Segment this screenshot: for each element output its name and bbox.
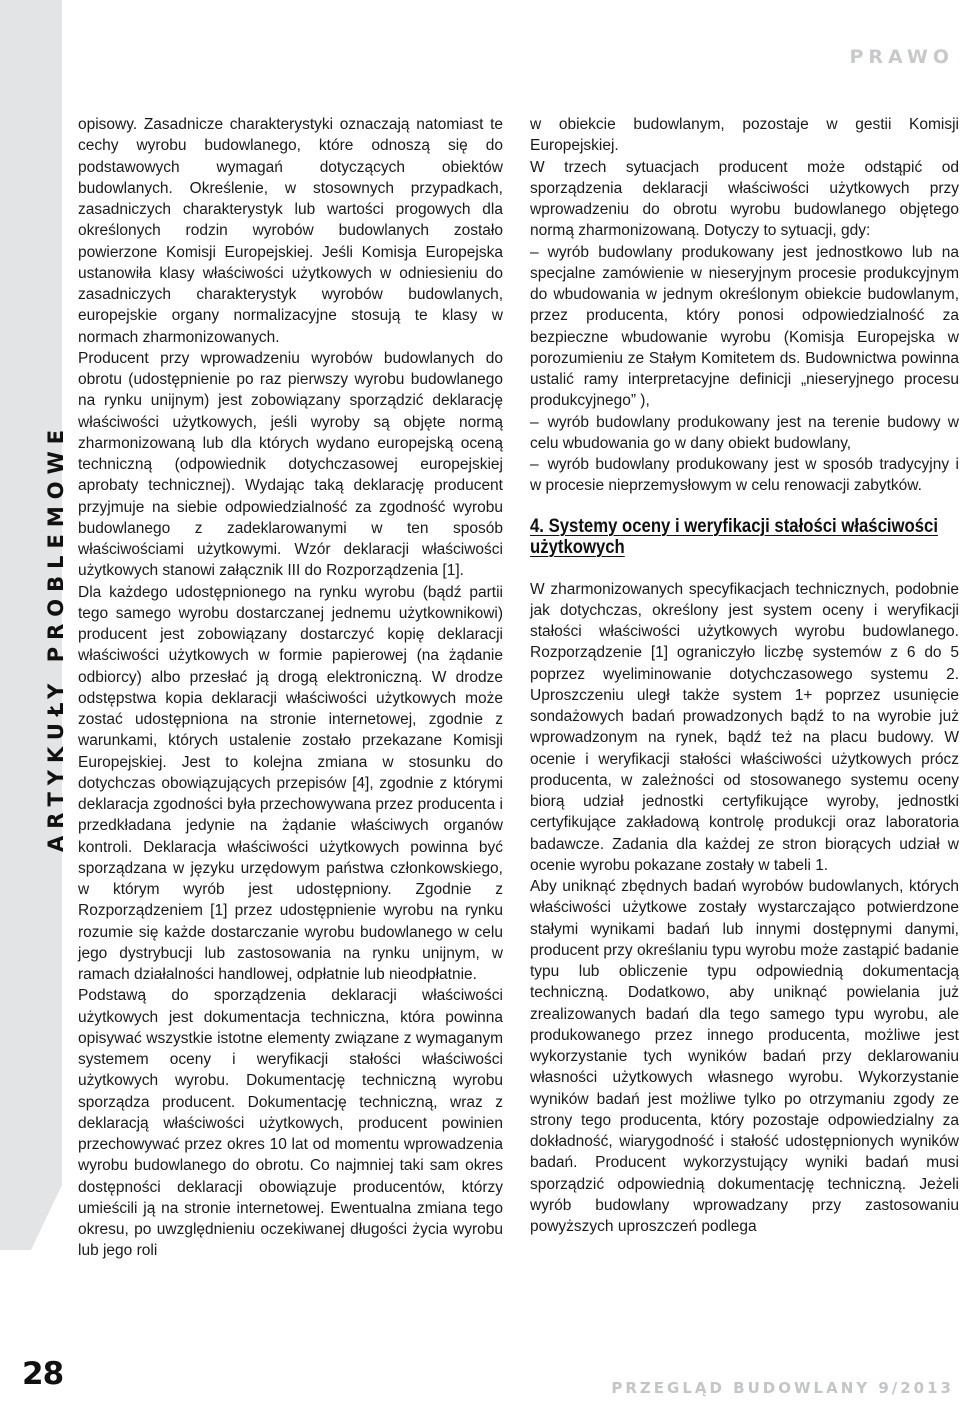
list-item: – wyrób budowlany produkowany jest na terenie budowy w celu wbudowania go w dany obiekt budowlany, (530, 412, 959, 455)
left-column (78, 114, 503, 1262)
list-item: – wyrób budowlany produkowany jest w sposób tradycyjny i w procesie nieprzemysłowym w celu renowacji zabytków. (530, 454, 959, 497)
paragraph: Podstawą do sporządzenia deklaracji właściwości użytkowych jest dokumentacja techniczna, która powinna opisywać wszystkie istotne elementy związane z wymaganym systemem oceny i weryfikacji stałości właściwości użytkowych wyrobu. Dokumentację techniczną wyrobu sporządza producent. Dokumentację techniczną, wraz z deklaracją właściwości użytkowych, producent powinien przechowywać przez okres 10 lat od momentu wprowadzenia wyrobu budowlanego do obrotu. Co najmniej taki sam okres dostępności deklaracji obowiązuje producentów, którzy umieścili ją na stronie internetowej. Ewentualna zmiana tego okresu, po uwzględnieniu oczekiwanej długości życia wyrobu lub jego roli (78, 987, 503, 1260)
list-item: – wyrób budowlany produkowany jest jednostkowo lub na specjalne zamówienie w nieseryjnym procesie produkcyjnym do wbudowania w jednym określonym obiekcie budowlanym, przez producenta, który ponosi odpowiedzialność za bezpieczne wbudowanie wyrobu (Komisja Europejska w porozumieniu ze Stałym Komitetem ds. Budownictwa powinna ustalić ramy interpretacyjne definicji „nieseryjnego procesu produkcyjnego” ), (530, 242, 959, 412)
paragraph: W trzech sytuacjach producent może odstąpić od sporządzenia deklaracji właściwości użytkowych przy wprowadzeniu do obrotu wyrobu budowlanego objętego normą zharmonizowaną. Dotyczy to sytuacji, gdy: (530, 158, 959, 240)
paragraph: W zharmonizowanych specyfikacjach technicznych, podobnie jak dotychczas, określony jest system oceny i weryfikacji stałości właściwości użytkowych wyrobu budowlanego. Rozporządzenie [1] ograniczyło liczbę systemów z 6 do 5 poprzez wyeliminowanie dotychczasowego systemu 2. Uproszczeniu uległ także system 1+ poprzez usunięcie sondażowych badań prowadzonych bądź to na wyrobie już wprowadzonym na rynek, bądź też na placu budowy. W ocenie i weryfikacji stałości właściwości użytkowych prócz producenta, w zależności od stosowanego systemu oceny biorą udział jednostki certyfikujące wyroby, jednostki certyfikujące zakładową kontrolę produkcji oraz laboratoria badawcze. Zadania dla każdej ze stron biorących udział w ocenie wyrobu pokazane zostały w tabeli 1. (530, 580, 959, 874)
paragraph: Producent przy wprowadzeniu wyrobów budowlanych do obrotu (udostępnienie po raz pierwszy wyrobu budowlanego na rynku unijnym) jest zobowiązany sporządzić deklarację właściwości użytkowych, jeśli wyroby są objęte normą zharmonizowaną lub dla których wydano europejską oceną techniczną (odpowiednik dotychczasowej europejskiej aprobaty technicznej). Wydając taką deklarację producent przyjmuje na siebie odpowiedzialność za zgodność wyrobu budowlanego z zadeklarowanymi w ten sposób właściwościami użytkowymi. Wzór deklaracji właściwości użytkowych stanowi załącznik III do Rozporządzenia [1]. (78, 349, 503, 580)
section-title-vertical: ARTYKUŁY PROBLEMOWE (44, 422, 68, 852)
section-heading-text: 4. Systemy oceny i weryfikacji stałości właściwości użytkowych (530, 515, 939, 558)
paragraph: w obiekcie budowlanym, pozostaje w gestii Komisji Europejskiej. (530, 116, 959, 155)
paragraph: Dla każdego udostępnionego na rynku wyrobu (bądź partii tego samego wyrobu dostarczanej jednemu użytkownikowi) producent jest zobowiązany dostarczyć kopię deklaracji właściwości użytkowych w formie papierowej (na żądanie odbiorcy) albo przesłać ją drogą elektroniczną. W drodze odstępstwa kopia deklaracji właściwości użytkowych może zostać udostępniona na stronie internetowej, zgodnie z warunkami, których ustalenie zostało przekazane Komisji Europejskiej. Jest to kolejna zmiana w stosunku do dotychczas obowiązujących przepisów [4], zgodnie z którymi deklaracja zgodności była przechowywana przez producenta i przedkładana jedynie na żądanie właściwych organów kontroli. Deklaracja właściwości użytkowych powinna być sporządzana w języku urzędowym państwa członkowskiego, w którym wyrób jest udostępniony. Zgodnie z Rozporządzeniem [1] przez udostępnienie wyrobu na rynku rozumie się każde dostarczanie wyrobu budowlanego w celu jego dystrybucji lub zastosowania na rynku unijnym, w ramach działalności handlowej, odpłatnie lub nieodpłatnie. (78, 583, 503, 983)
magazine-footer: PRZEGLĄD BUDOWLANY 9/2013 (611, 1379, 954, 1397)
section-label: PRAWO (849, 46, 954, 68)
paragraph: opisowy. Zasadnicze charakterystyki oznaczają natomiast te cechy wyrobu budowlanego, które odnoszą się do podstawowych wymagań dotyczących obiektów budowlanych. Określenie, w stosownych przypadkach, zasadniczych charakterystyk lub wartości progowych dla określonych rodzin wyrobów budowlanych zostało powierzone Komisji Europejskiej. Jeśli Komisja Europejska ustanowiła klasy właściwości użytkowych w odniesieniu do zasadniczych charakterystyk wyrobów budowlanych, europejskie organy normalizacyjne stosują te klasy w normach zharmonizowanych. (78, 116, 503, 346)
exception-list (530, 242, 959, 497)
page-number: 28 (22, 1356, 64, 1392)
section-heading (530, 516, 960, 558)
right-column (530, 114, 959, 1237)
paragraph: Aby uniknąć zbędnych badań wyrobów budowlanych, których właściwości użytkowe zostały wystarczająco potwierdzone stałymi wynikami badań lub innymi dostępnymi danymi, producent przy określaniu typu wyrobu może zastąpić badanie typu lub obliczenie typu odpowiednią dokumentacją techniczną. Dodatkowo, aby uniknąć powielania już zrealizowanych badań dla tego samego typu wyrobu, ale produkowanego przez innego producenta, możliwe jest wykorzystanie tych wyników badań przy deklarowaniu własności użytkowych własnego wyrobu. Wykorzystanie wyników badań jest możliwe tylko po otrzymaniu zgody ze strony tego producenta, który pozostaje odpowiedzialny za dokładność, wiarygodność i stałość udostępnionych wyników badań. Producent wykorzystujący wyniki badań musi sporządzić odpowiednią dokumentację techniczną. Jeżeli wyrób budowlany wprowadzany przy zastosowaniu powyższych uproszczeń podlega (530, 878, 959, 1235)
